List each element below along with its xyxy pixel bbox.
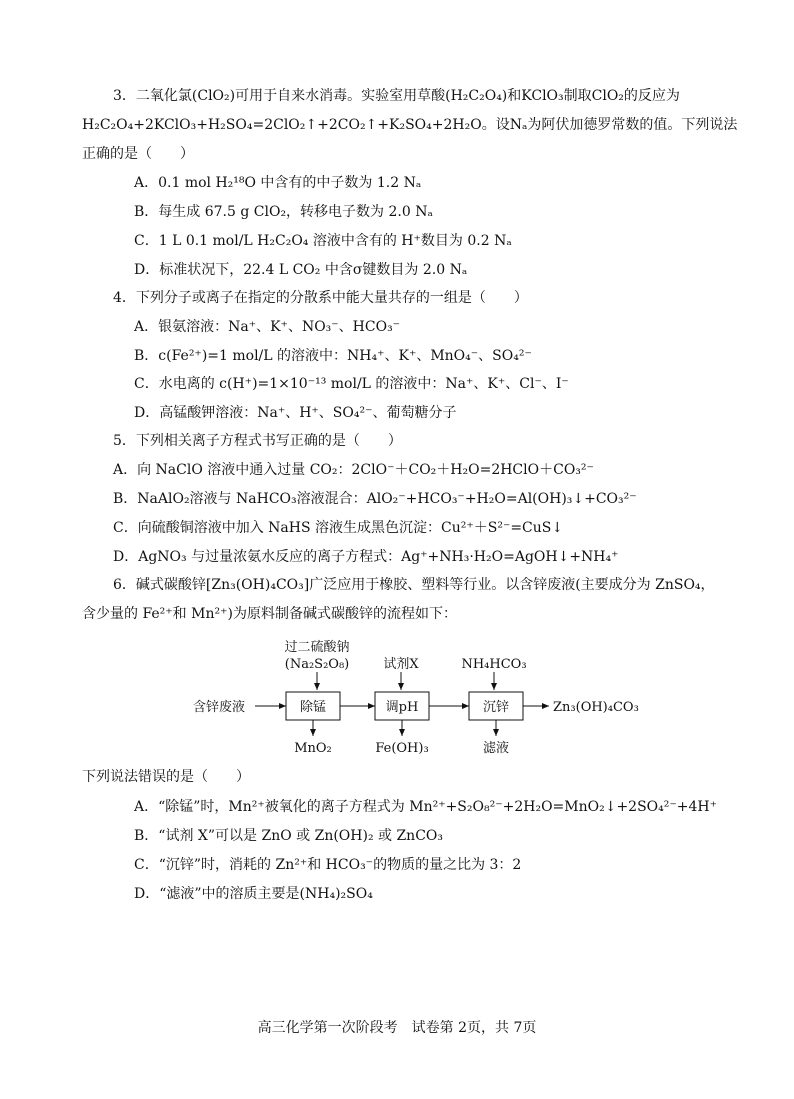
page-footer: 高三化学第一次阶段考 试卷第 2页，共 7页	[257, 1020, 537, 1036]
q3-stem-line1: 3．二氧化氯(ClO₂)可用于自来水消毒。实验室用草酸(H₂C₂O₄)和KClO₃制取ClO₂的反应为	[113, 88, 680, 104]
q5-option-a: A．向 NaClO 溶液中通入过量 CO₂：2ClO⁻＋CO₂＋H₂O=2HClO＋CO₃²⁻	[113, 462, 594, 478]
q3-option-a: A．0.1 mol H₂¹⁸O 中含有的中子数为 1.2 Nₐ	[134, 175, 422, 191]
q6-option-d: D．“滤液”中的溶质主要是(NH₄)₂SO₄	[134, 886, 373, 902]
flow-output1: MnO₂	[294, 741, 332, 756]
q6-stem-line2: 含少量的 Fe²⁺和 Mn²⁺)为原料制备碱式碳酸锌的流程如下：	[82, 606, 457, 622]
q5-option-c: C．向硫酸铜溶液中加入 NaHS 溶液生成黑色沉淀：Cu²⁺＋S²⁻=CuS↓	[113, 520, 564, 536]
step-label-demanganese: 除锰	[299, 700, 327, 715]
flow-reagent1-formula: (Na₂S₂O₈)	[284, 657, 350, 672]
step-box-precipitate-zinc	[469, 692, 523, 720]
step-label-adjust-ph: 调pH	[385, 700, 419, 715]
q5-stem: 5．下列相关离子方程式书写正确的是（ ）	[113, 433, 402, 449]
q4-option-c: C．水电离的 c(H⁺)=1×10⁻¹³ mol/L 的溶液中：Na⁺、K⁺、Cl⁻、I⁻	[134, 376, 569, 392]
q5-option-d: D．AgNO₃ 与过量浓氨水反应的离子方程式：Ag⁺+NH₃·H₂O=AgOH↓+NH₄⁺	[113, 549, 619, 565]
q3-option-b: B．每生成 67.5 g ClO₂，转移电子数为 2.0 Nₐ	[134, 204, 433, 220]
q3-stem-line2: H₂C₂O₄+2KClO₃+H₂SO₄=2ClO₂↑+2CO₂↑+K₂SO₄+2H₂O。设Nₐ为阿伏加德罗常数的值。下列说法	[82, 117, 738, 133]
q3-option-d: D．标准状况下，22.4 L CO₂ 中含σ键数目为 2.0 Nₐ	[134, 262, 468, 278]
flow-output2: Fe(OH)₃	[375, 741, 429, 756]
q5-option-b: B．NaAlO₂溶液与 NaHCO₃溶液混合：AlO₂⁻+HCO₃⁻+H₂O=Al(OH)₃↓+CO₃²⁻	[113, 491, 637, 507]
q6-option-a: A．“除锰”时，Mn²⁺被氧化的离子方程式为 Mn²⁺+S₂O₈²⁻+2H₂O=MnO₂↓+2SO₄²⁻+4H⁺	[134, 799, 718, 815]
q6-option-c: C．“沉锌”时，消耗的 Zn²⁺和 HCO₃⁻的物质的量之比为 3：2	[134, 857, 522, 873]
q4-option-b: B．c(Fe²⁺)=1 mol/L 的溶液中：NH₄⁺、K⁺、MnO₄⁻、SO₄²⁻	[134, 348, 532, 364]
flow-start-label: 含锌废液	[193, 700, 246, 715]
flow-reagent1-name: 过二硫酸钠	[284, 640, 350, 655]
q4-option-d: D．高锰酸钾溶液：Na⁺、H⁺、SO₄²⁻、葡萄糖分子	[134, 405, 457, 421]
step-label-precipitate-zinc: 沉锌	[482, 700, 510, 715]
flow-reagent2: 试剂X	[383, 657, 419, 672]
step-box-adjust-ph	[375, 692, 429, 720]
q6-stem-line1: 6．碱式碳酸锌[Zn₃(OH)₄CO₃]广泛应用于橡胶、塑料等行业。以含锌废液(主要成分为 ZnSO₄，	[113, 577, 715, 593]
q6-question: 下列说法错误的是（ ）	[82, 769, 250, 785]
flow-output3: 滤液	[482, 741, 510, 756]
q4-option-a: A．银氨溶液：Na⁺、K⁺、NO₃⁻、HCO₃⁻	[134, 319, 401, 335]
q3-stem-line3: 正确的是（ ）	[82, 146, 194, 162]
q6-option-b: B．“试剂 X”可以是 ZnO 或 Zn(OH)₂ 或 ZnCO₃	[134, 828, 444, 844]
flow-reagent3: NH₄HCO₃	[461, 657, 527, 672]
step-box-demanganese	[286, 692, 340, 720]
q3-option-c: C．1 L 0.1 mol/L H₂C₂O₄ 溶液中含有的 H⁺数目为 0.2 Nₐ	[134, 233, 512, 249]
flow-product: Zn₃(OH)₄CO₃	[553, 700, 639, 715]
q4-stem: 4．下列分子或离子在指定的分散系中能大量共存的一组是（ ）	[113, 290, 528, 306]
